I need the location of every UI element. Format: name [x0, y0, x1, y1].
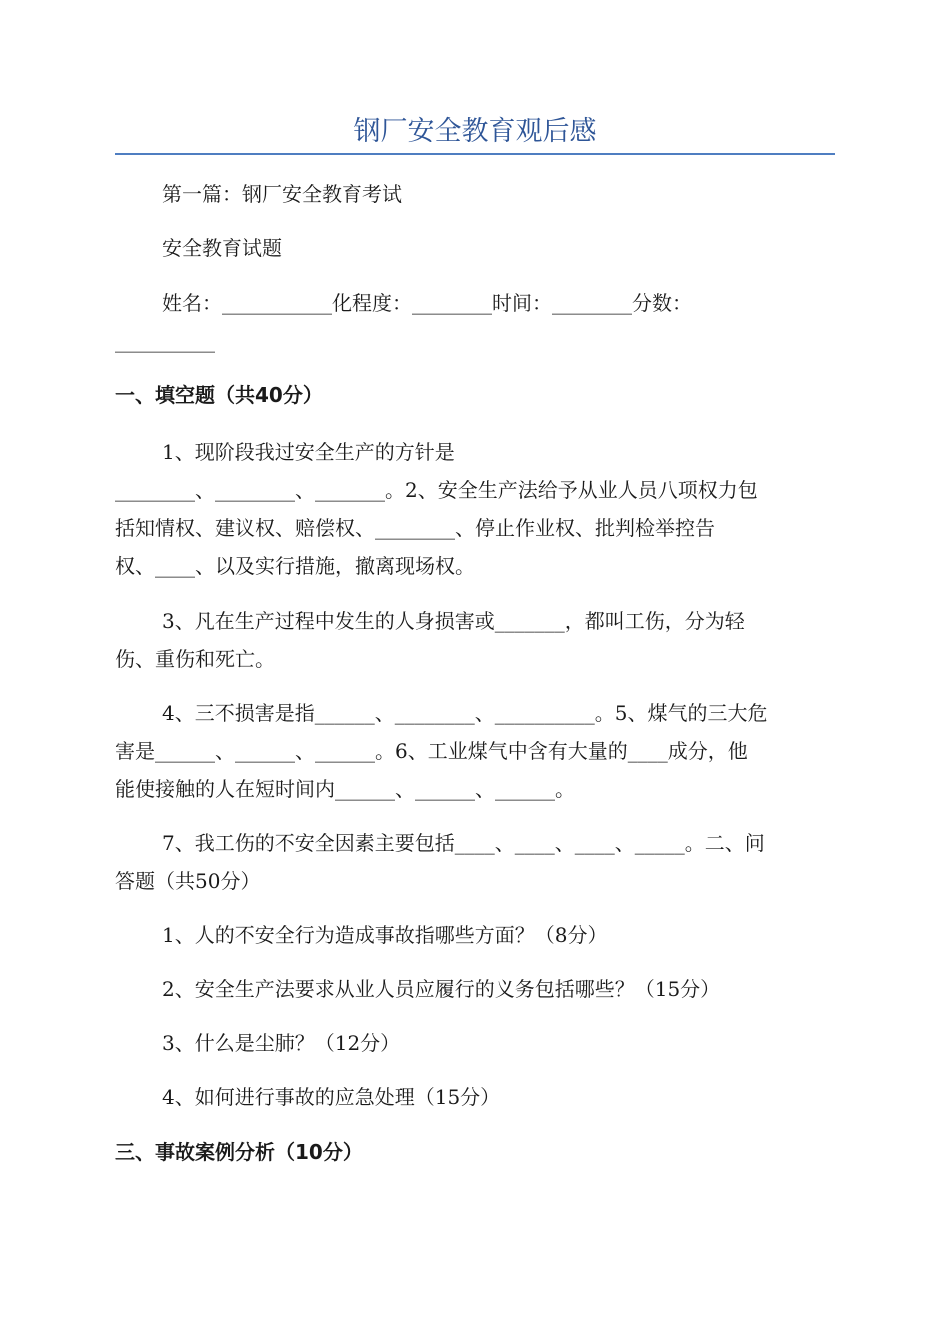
question-1-line: ________、________、_______。2、安全生产法给予从业人员八项权力包 — [115, 478, 758, 502]
question-4-paragraph — [115, 694, 835, 732]
answer-question-4: 4、如何进行事故的应急处理（15分） — [162, 1085, 501, 1109]
question-2-line: 权、____、以及实行措施，撤离现场权。 — [115, 554, 475, 578]
question-1-paragraph — [115, 433, 835, 471]
question-5-6-paragraph — [115, 732, 835, 808]
info-line: 姓名：___________化程度：________时间：________分数： — [162, 291, 692, 315]
question-5-line: 害是______、______、______。6、工业煤气中含有大量的____成分，他 — [115, 739, 748, 763]
question-7-paragraph — [115, 824, 835, 862]
subtitle: 第一篇：钢厂安全教育考试 — [162, 182, 402, 206]
question-7-line: 7、我工伤的不安全因素主要包括____、____、____、_____。二、问 — [162, 831, 765, 855]
question-3-line: 3、凡在生产过程中发生的人身损害或_______，都叫工伤，分为轻 — [162, 609, 745, 633]
question-3-paragraph — [115, 602, 835, 640]
info-line-continued: __________ — [115, 329, 215, 353]
question-1-line: 1、现阶段我过安全生产的方针是 — [162, 440, 455, 464]
exam-title: 安全教育试题 — [162, 236, 282, 260]
question-3-line: 伤、重伤和死亡。 — [115, 647, 275, 671]
section-3-heading: 三、事故案例分析（10分） — [115, 1140, 363, 1164]
question-2-line: 括知情权、建议权、赔偿权、________、停止作业权、批判检举控告 — [115, 516, 715, 540]
section-2-heading: 答题（共50分） — [115, 869, 261, 893]
question-6-line: 能使接触的人在短时间内______、______、______。 — [115, 777, 575, 801]
question-3-paragraph-cont — [115, 640, 835, 678]
answer-question-3: 3、什么是尘肺？（12分） — [162, 1031, 401, 1055]
question-7-paragraph-cont — [115, 862, 835, 900]
question-4-line: 4、三不损害是指______、________、__________。5、煤气的三大危 — [162, 701, 768, 725]
answer-question-2: 2、安全生产法要求从业人员应履行的义务包括哪些？（15分） — [162, 977, 721, 1001]
section-1-heading: 一、填空题（共40分） — [115, 383, 323, 407]
document-title: 钢厂安全教育观后感 — [353, 116, 597, 147]
title-underline — [115, 153, 835, 155]
answer-question-1: 1、人的不安全行为造成事故指哪些方面？（8分） — [162, 923, 608, 947]
question-1-2-paragraph — [115, 471, 835, 585]
